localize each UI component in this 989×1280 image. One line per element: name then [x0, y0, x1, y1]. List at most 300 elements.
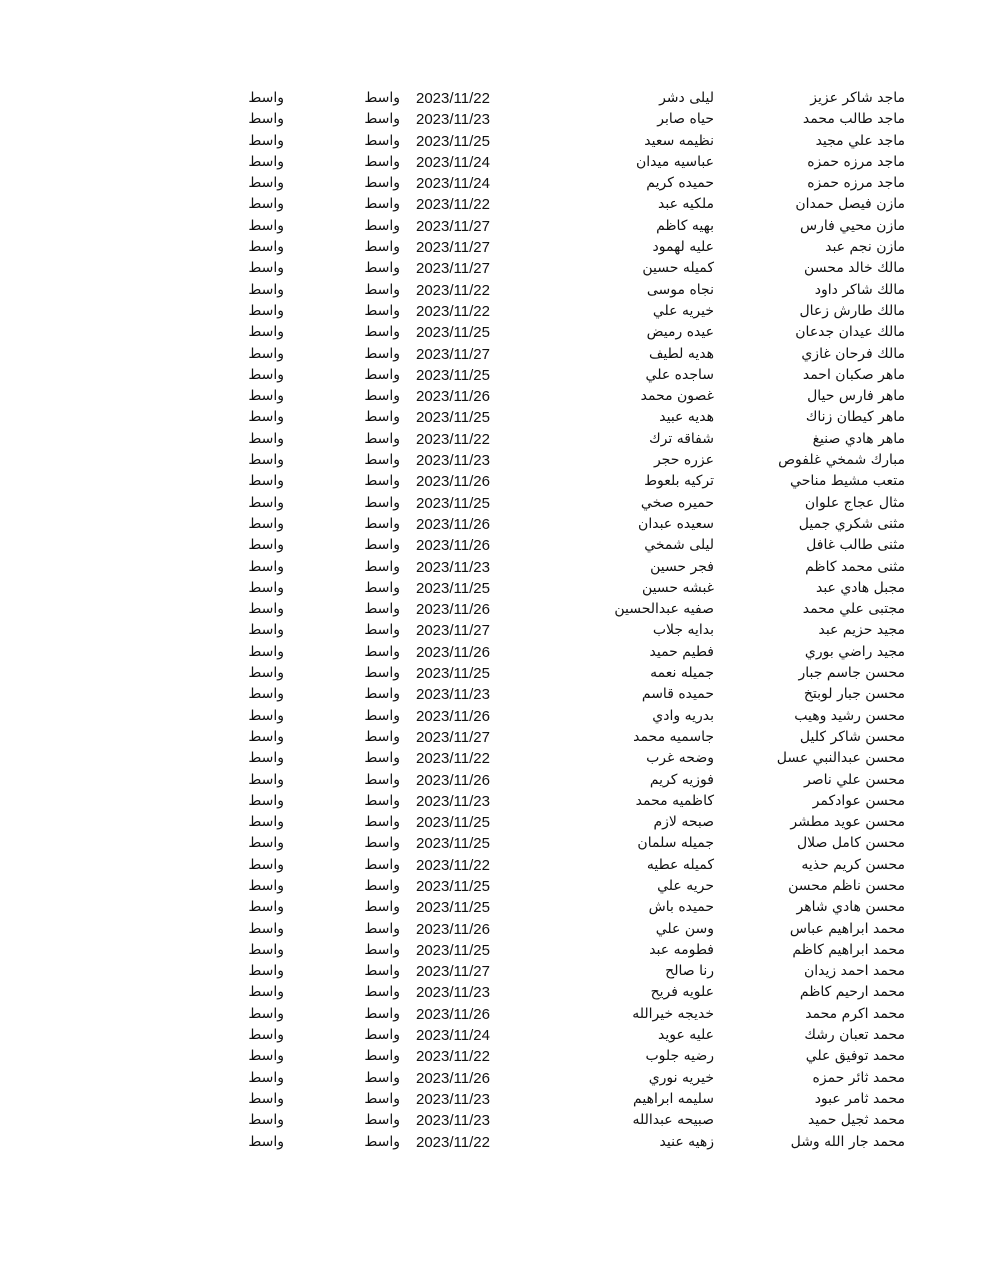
governorate: واسط: [364, 814, 400, 831]
person-name: متعب مشيط مناحي: [790, 473, 905, 490]
record-date: 2023/11/22: [416, 90, 490, 107]
person-name: مبارك شمخي غلفوص: [778, 452, 905, 469]
record-date: 2023/11/25: [416, 814, 490, 832]
governorate: واسط: [364, 601, 400, 618]
residence: واسط: [248, 388, 284, 405]
person-name: مازن محيي فارس: [800, 217, 905, 234]
person-name: محمد ثجيل حميد: [808, 1112, 905, 1129]
record-date: 2023/11/24: [416, 153, 490, 171]
governorate: واسط: [364, 345, 400, 362]
person-name: ماهر كيطان زناك: [805, 409, 905, 426]
mother-name: حميده قاسم: [641, 686, 714, 703]
residence: واسط: [248, 430, 284, 447]
person-name: محمد تعبان رشك: [804, 1027, 905, 1044]
governorate: واسط: [364, 111, 400, 128]
record-date: 2023/11/25: [416, 132, 490, 150]
person-name: محسن عويد مطشر: [790, 814, 905, 831]
residence: واسط: [248, 877, 284, 894]
table-row: [0, 386, 989, 407]
record-date: 2023/11/25: [416, 494, 490, 512]
residence: واسط: [248, 814, 284, 831]
residence: واسط: [248, 984, 284, 1001]
table-row: [0, 791, 989, 812]
governorate: واسط: [364, 409, 400, 426]
table-row: [0, 365, 989, 386]
person-name: محمد جار الله وشل: [790, 1133, 905, 1150]
table-row: [0, 897, 989, 918]
table-row: [0, 940, 989, 961]
table-row: [0, 812, 989, 833]
governorate: واسط: [364, 196, 400, 213]
mother-name: سعيده عبدان: [638, 515, 714, 532]
record-date: 2023/11/22: [416, 196, 490, 214]
record-date: 2023/11/23: [416, 1090, 490, 1108]
residence: واسط: [248, 132, 284, 149]
mother-name: فجر حسين: [650, 558, 714, 575]
record-date: 2023/11/25: [416, 409, 490, 427]
residence: واسط: [248, 707, 284, 724]
person-name: ماجد علي مجيد: [815, 132, 905, 149]
record-date: 2023/11/23: [416, 792, 490, 810]
mother-name: كميله حسين: [642, 260, 714, 277]
residence: واسط: [248, 90, 284, 106]
residence: واسط: [248, 558, 284, 575]
person-name: ماجد مرزه حمزه: [807, 153, 905, 170]
table-row: [0, 237, 989, 258]
mother-name: تركيه بلعوط: [644, 473, 714, 490]
mother-name: رنا صالح: [665, 963, 714, 980]
governorate: واسط: [364, 302, 400, 319]
governorate: واسط: [364, 792, 400, 809]
table-row: [0, 642, 989, 663]
table-row: [0, 344, 989, 365]
governorate: واسط: [364, 920, 400, 937]
governorate: واسط: [364, 686, 400, 703]
person-name: مالك خالد محسن: [804, 260, 905, 277]
governorate: واسط: [364, 260, 400, 277]
record-date: 2023/11/23: [416, 558, 490, 576]
mother-name: حميده كريم: [646, 175, 714, 192]
table-row: [0, 131, 989, 152]
residence: واسط: [248, 665, 284, 682]
record-date: 2023/11/26: [416, 643, 490, 661]
mother-name: عزره حجر: [653, 452, 714, 469]
mother-name: خديجه خيرالله: [632, 1005, 714, 1022]
governorate: واسط: [364, 707, 400, 724]
governorate: واسط: [364, 899, 400, 916]
person-name: مثال عجاج علوان: [804, 494, 905, 511]
governorate: واسط: [364, 877, 400, 894]
person-name: مجتبى علي محمد: [802, 601, 905, 618]
mother-name: كاظميه محمد: [635, 792, 714, 809]
record-date: 2023/11/25: [416, 941, 490, 959]
governorate: واسط: [364, 665, 400, 682]
mother-name: سليمه ابراهيم: [633, 1090, 714, 1107]
record-date: 2023/11/26: [416, 920, 490, 938]
table-row: [0, 1068, 989, 1089]
residence: واسط: [248, 1005, 284, 1022]
residence: واسط: [248, 1090, 284, 1107]
governorate: واسط: [364, 856, 400, 873]
mother-name: غبشه حسين: [641, 579, 714, 596]
mother-name: صفيه عبدالحسين: [614, 601, 714, 618]
residence: واسط: [248, 1048, 284, 1065]
person-name: ماجد طالب محمد: [802, 111, 905, 128]
person-name: مالك فرحان غازي: [801, 345, 905, 362]
mother-name: وسن علي: [655, 920, 714, 937]
governorate: واسط: [364, 132, 400, 149]
mother-name: فطيم حميد: [649, 643, 714, 660]
records-list: [0, 88, 989, 1153]
person-name: محسن جاسم جبار: [798, 665, 905, 682]
person-name: مثنى محمد كاظم: [805, 558, 905, 575]
residence: واسط: [248, 963, 284, 980]
table-row: [0, 663, 989, 684]
record-date: 2023/11/27: [416, 239, 490, 257]
residence: واسط: [248, 750, 284, 767]
governorate: واسط: [364, 452, 400, 469]
governorate: واسط: [364, 1048, 400, 1065]
mother-name: جميله نعمه: [650, 665, 714, 682]
residence: واسط: [248, 281, 284, 298]
table-row: [0, 557, 989, 578]
person-name: مالك طارش زعال: [799, 302, 905, 319]
governorate: واسط: [364, 324, 400, 341]
governorate: واسط: [364, 1112, 400, 1129]
table-row: [0, 578, 989, 599]
person-name: محمد احمد زيدان: [803, 963, 905, 980]
table-row: [0, 258, 989, 279]
person-name: محمد ثامر عبود: [814, 1090, 905, 1107]
governorate: واسط: [364, 494, 400, 511]
mother-name: حياه صابر: [657, 111, 714, 128]
table-row: [0, 322, 989, 343]
mother-name: هديه عبيد: [659, 409, 714, 426]
governorate: واسط: [364, 622, 400, 639]
residence: واسط: [248, 920, 284, 937]
residence: واسط: [248, 771, 284, 788]
person-name: مجبل هادي عبد: [815, 579, 905, 596]
residence: واسط: [248, 473, 284, 490]
person-name: ماهر فارس حيال: [807, 388, 905, 405]
mother-name: حريه علي: [657, 877, 714, 894]
mother-name: صبيحه عبدالله: [632, 1112, 714, 1129]
person-name: ماهر هادي صنيغ: [812, 430, 905, 447]
residence: واسط: [248, 196, 284, 213]
table-row: [0, 493, 989, 514]
table-row: [0, 770, 989, 791]
table-row: [0, 748, 989, 769]
mother-name: ليلى شمخي: [644, 537, 714, 554]
record-date: 2023/11/23: [416, 984, 490, 1002]
mother-name: عليه لهمود: [652, 239, 714, 256]
mother-name: عيده رميض: [646, 324, 714, 341]
table-row: [0, 194, 989, 215]
table-row: [0, 407, 989, 428]
record-date: 2023/11/27: [416, 345, 490, 363]
residence: واسط: [248, 494, 284, 511]
record-date: 2023/11/23: [416, 1112, 490, 1130]
governorate: واسط: [364, 728, 400, 745]
governorate: واسط: [364, 835, 400, 852]
governorate: واسط: [364, 941, 400, 958]
table-row: [0, 1004, 989, 1025]
person-name: محمد توفيق علي: [805, 1048, 905, 1065]
table-row: [0, 88, 989, 109]
person-name: محمد ابراهيم كاظم: [792, 941, 905, 958]
person-name: محسن علي ناصر: [803, 771, 905, 788]
mother-name: بدايه جلاب: [652, 622, 714, 639]
person-name: محمد ارحيم كاظم: [799, 984, 905, 1001]
residence: واسط: [248, 792, 284, 809]
residence: واسط: [248, 515, 284, 532]
governorate: واسط: [364, 90, 400, 106]
governorate: واسط: [364, 1069, 400, 1086]
residence: واسط: [248, 941, 284, 958]
mother-name: فوزيه كريم: [649, 771, 714, 788]
mother-name: صبحه لازم: [653, 814, 714, 831]
governorate: واسط: [364, 515, 400, 532]
residence: واسط: [248, 1112, 284, 1129]
record-date: 2023/11/26: [416, 601, 490, 619]
record-date: 2023/11/27: [416, 963, 490, 981]
table-row: [0, 684, 989, 705]
mother-name: نظيمه سعيد: [644, 132, 714, 149]
person-name: مجيد حزيم عبد: [818, 622, 905, 639]
residence: واسط: [248, 835, 284, 852]
governorate: واسط: [364, 388, 400, 405]
person-name: ماهر صكبان احمد: [802, 366, 905, 383]
residence: واسط: [248, 111, 284, 128]
residence: واسط: [248, 260, 284, 277]
table-row: [0, 961, 989, 982]
residence: واسط: [248, 302, 284, 319]
governorate: واسط: [364, 281, 400, 298]
person-name: محسن هادي شاهر: [796, 899, 905, 916]
governorate: واسط: [364, 175, 400, 192]
governorate: واسط: [364, 1005, 400, 1022]
record-date: 2023/11/25: [416, 899, 490, 917]
record-date: 2023/11/23: [416, 452, 490, 470]
record-date: 2023/11/22: [416, 750, 490, 768]
governorate: واسط: [364, 217, 400, 234]
record-date: 2023/11/23: [416, 111, 490, 129]
residence: واسط: [248, 601, 284, 618]
residence: واسط: [248, 899, 284, 916]
table-row: [0, 280, 989, 301]
residence: واسط: [248, 324, 284, 341]
residence: واسط: [248, 622, 284, 639]
record-date: 2023/11/27: [416, 622, 490, 640]
record-date: 2023/11/26: [416, 1005, 490, 1023]
mother-name: علويه فريح: [650, 984, 714, 1001]
record-date: 2023/11/22: [416, 281, 490, 299]
record-date: 2023/11/23: [416, 686, 490, 704]
record-date: 2023/11/26: [416, 388, 490, 406]
residence: واسط: [248, 452, 284, 469]
mother-name: حميره صخي: [640, 494, 714, 511]
residence: واسط: [248, 1027, 284, 1044]
mother-name: رضيه جلوب: [645, 1048, 714, 1065]
governorate: واسط: [364, 1027, 400, 1044]
person-name: مالك شاكر داود: [814, 281, 905, 298]
table-row: [0, 919, 989, 940]
mother-name: غصون محمد: [640, 388, 714, 405]
person-name: مازن فيصل حمدان: [795, 196, 905, 213]
mother-name: بدريه وادي: [652, 707, 714, 724]
person-name: محسن كريم حذيه: [801, 856, 905, 873]
mother-name: عليه عويد: [658, 1027, 714, 1044]
record-date: 2023/11/25: [416, 665, 490, 683]
table-row: [0, 173, 989, 194]
table-row: [0, 599, 989, 620]
table-row: [0, 982, 989, 1003]
residence: واسط: [248, 728, 284, 745]
person-name: محسن رشيد وهيب: [794, 707, 905, 724]
person-name: محمد ثائر حمزه: [812, 1069, 905, 1086]
person-name: مالك عيدان جدعان: [795, 324, 905, 341]
mother-name: جاسميه محمد: [633, 728, 714, 745]
residence: واسط: [248, 1133, 284, 1150]
person-name: مثنى طالب غافل: [806, 537, 905, 554]
governorate: واسط: [364, 579, 400, 596]
mother-name: فطومه عبد: [649, 941, 714, 958]
mother-name: ملكيه عبد: [658, 196, 714, 213]
record-date: 2023/11/25: [416, 579, 490, 597]
person-name: مثنى شكري جميل: [798, 515, 905, 532]
record-date: 2023/11/26: [416, 771, 490, 789]
table-row: [0, 1132, 989, 1153]
table-row: [0, 1089, 989, 1110]
governorate: واسط: [364, 366, 400, 383]
record-date: 2023/11/27: [416, 728, 490, 746]
record-date: 2023/11/27: [416, 260, 490, 278]
mother-name: عباسيه ميدان: [636, 153, 714, 170]
mother-name: جميله سلمان: [637, 835, 714, 852]
mother-name: خيريه نوري: [648, 1069, 714, 1086]
person-name: محسن ناظم محسن: [788, 877, 905, 894]
table-row: [0, 216, 989, 237]
record-date: 2023/11/22: [416, 1133, 490, 1151]
table-row: [0, 833, 989, 854]
residence: واسط: [248, 1069, 284, 1086]
mother-name: هديه لطيف: [648, 345, 714, 362]
person-name: محسن جبار لوبتخ: [803, 686, 905, 703]
governorate: واسط: [364, 1090, 400, 1107]
residence: واسط: [248, 345, 284, 362]
record-date: 2023/11/22: [416, 430, 490, 448]
mother-name: خيريه علي: [652, 302, 714, 319]
person-name: محمد ابراهيم عباس: [789, 920, 905, 937]
table-row: [0, 301, 989, 322]
table-row: [0, 450, 989, 471]
mother-name: كميله عطيه: [646, 856, 714, 873]
residence: واسط: [248, 579, 284, 596]
governorate: واسط: [364, 558, 400, 575]
record-date: 2023/11/25: [416, 366, 490, 384]
table-row: [0, 706, 989, 727]
residence: واسط: [248, 153, 284, 170]
table-row: [0, 514, 989, 535]
mother-name: نجاه موسى: [646, 281, 714, 298]
record-date: 2023/11/22: [416, 1048, 490, 1066]
governorate: واسط: [364, 537, 400, 554]
governorate: واسط: [364, 750, 400, 767]
table-row: [0, 620, 989, 641]
record-date: 2023/11/25: [416, 324, 490, 342]
residence: واسط: [248, 366, 284, 383]
record-date: 2023/11/26: [416, 515, 490, 533]
mother-name: حميده باش: [648, 899, 714, 916]
record-date: 2023/11/24: [416, 175, 490, 193]
table-row: [0, 109, 989, 130]
table-row: [0, 535, 989, 556]
residence: واسط: [248, 409, 284, 426]
mother-name: ليلى دشر: [659, 90, 714, 106]
table-row: [0, 471, 989, 492]
record-date: 2023/11/25: [416, 877, 490, 895]
governorate: واسط: [364, 430, 400, 447]
residence: واسط: [248, 537, 284, 554]
governorate: واسط: [364, 473, 400, 490]
residence: واسط: [248, 217, 284, 234]
mother-name: وضحه غرب: [646, 750, 714, 767]
governorate: واسط: [364, 984, 400, 1001]
residence: واسط: [248, 686, 284, 703]
record-date: 2023/11/26: [416, 473, 490, 491]
table-row: [0, 1110, 989, 1131]
record-date: 2023/11/22: [416, 856, 490, 874]
table-row: [0, 152, 989, 173]
governorate: واسط: [364, 1133, 400, 1150]
record-date: 2023/11/26: [416, 707, 490, 725]
table-row: [0, 727, 989, 748]
governorate: واسط: [364, 963, 400, 980]
governorate: واسط: [364, 643, 400, 660]
governorate: واسط: [364, 153, 400, 170]
person-name: ماجد شاكر عزيز: [810, 90, 905, 106]
mother-name: بهيه كاظم: [656, 217, 714, 234]
residence: واسط: [248, 175, 284, 192]
record-date: 2023/11/25: [416, 835, 490, 853]
mother-name: ساجده علي: [645, 366, 714, 383]
person-name: مجيد راضي بوري: [804, 643, 905, 660]
residence: واسط: [248, 643, 284, 660]
governorate: واسط: [364, 239, 400, 256]
table-row: [0, 1025, 989, 1046]
mother-name: زهيه عنيد: [659, 1133, 714, 1150]
record-date: 2023/11/22: [416, 302, 490, 320]
person-name: محسن عبدالنبي عسل: [776, 750, 905, 767]
table-row: [0, 855, 989, 876]
record-date: 2023/11/26: [416, 1069, 490, 1087]
table-row: [0, 876, 989, 897]
mother-name: شفاقه ترك: [649, 430, 714, 447]
person-name: ماجد مرزه حمزه: [807, 175, 905, 192]
table-row: [0, 429, 989, 450]
person-name: محسن شاكر كليل: [799, 728, 905, 745]
residence: واسط: [248, 856, 284, 873]
person-name: مازن نجم عبد: [825, 239, 905, 256]
record-date: 2023/11/26: [416, 537, 490, 555]
person-name: محمد اكرم محمد: [805, 1005, 905, 1022]
residence: واسط: [248, 239, 284, 256]
person-name: محسن كامل صلال: [796, 835, 905, 852]
governorate: واسط: [364, 771, 400, 788]
person-name: محسن عوادكمر: [812, 792, 905, 809]
record-date: 2023/11/27: [416, 217, 490, 235]
record-date: 2023/11/24: [416, 1027, 490, 1045]
